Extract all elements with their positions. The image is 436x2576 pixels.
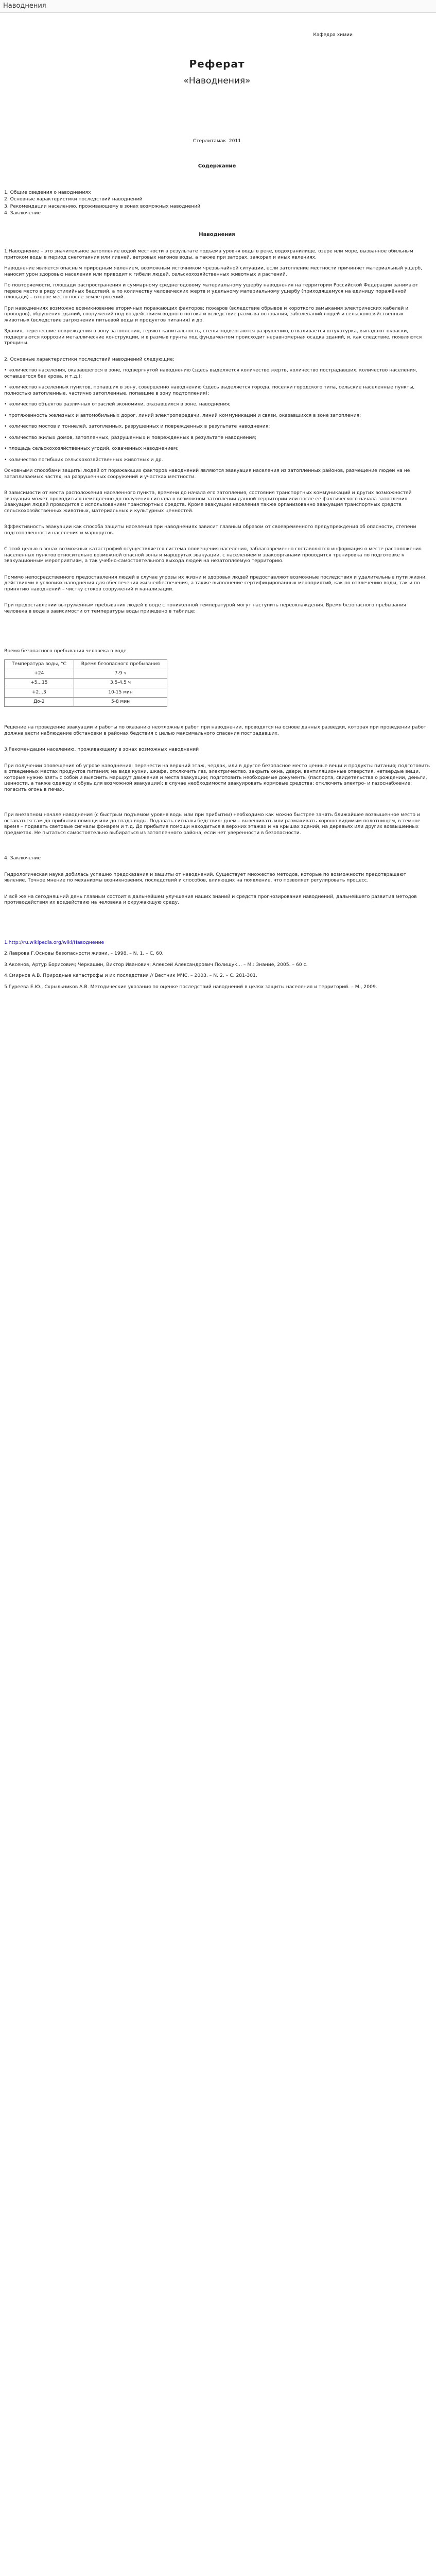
water-survival-table [4, 659, 167, 707]
bullet-item: • количество объектов различных отраслей экономики, оказавшихся в зоне, наводнения; [4, 401, 231, 408]
body-paragraphs-2 [4, 724, 430, 906]
section-subheading: 4. Заключение [4, 855, 41, 861]
table-cell: +24 [5, 669, 74, 679]
paragraph: При внезапном начале наводнения (с быстрым подъемом уровня воды или при прибытии) необходимо как можно быстрее занять ближайшее возвышенное место и оставаться там до прибытия помощи или до спада воды. Подавать сигналы бедствия: днем – вывешивать или размахивать хорошо видимым полотнищем, в темное время – подавать световые сигналы фонарем и т.д. До прибытия помощи находиться в верхних этажах и на крышах зданий, на деревьях или других возвышенных предметах. Не пытаться самостоятельно выбираться из затопленного района, если нет уверенности в безопасности. [4, 812, 422, 836]
bullet-item: • количество жилых домов, затопленных, разрушенных и поврежденных в результате наводнения; [4, 434, 257, 440]
table-row [5, 679, 167, 688]
paragraph: С этой целью в зонах возможных катастрофий осуществляется система оповещения населения, заблаговременно составляются информация о месте расположения населенных пунктов относительно возможной опасной зоны и маршрутах эвакуации, с населением и эвакоорганами проводится тренировка по подготовке к эвакуационным мероприятиям, а так учебно-самостоятельного выхода людей на незатопляемую территорию. [4, 546, 423, 564]
references-list [4, 940, 430, 990]
paragraph: В зависимости от места расположения населенного пункта, времени до начала его затопления, состояния транспортных коммуникаций и других возможностей эвакуация может проводиться немедленно до получения сигнала о возможном затоплении данной территории или после ее фактического начала затопления. Эвакуация людей проводится с использованием транспортных средств. Кроме эвакуации населения также организованно эвакуация транспортных средств сельскохозяйственных животных, материальных и культурных ценностей. [4, 490, 413, 514]
paragraph: По повторяемости, площади распространения и суммарному среднегодовому материальному ущербу наводнения на территории Российской Федерации занимают первое место в ряду стихийных бедствий, а по количеству человеческих жертв и удельному материальному ущербу (приходящемуся на единицу поражённой площади) – второе место после землетрясений. [4, 282, 420, 300]
bullet-item: • площадь сельскохозяйственных угодий, охваченных наводнением; [4, 446, 179, 452]
toc-heading: Содержание [198, 163, 236, 170]
paragraph: Здания, перенесшие повреждения в зону затопления, теряют капитальность, стены подвергаются разрушению, отваливается штукатурка, выпадают окраски, подвергаются коррозии металлические конструкции, и в размыв грунта под фундаментом происходит неравномерная осадка зданий, и, как следствие, появляются трещины. [4, 328, 424, 346]
paragraph: 2. Основные характеристики последствий наводнений следующие: [4, 356, 175, 362]
table-header-cell: Температура воды, °C [5, 659, 74, 669]
paragraph: Решение на проведение эвакуации и работы по оказанию неотложных работ при наводнении, проводятся на основе данных разведки, которая при проведении работ должна вести наблюдение обстановки в районах бедствия с целью максимального спасения пострадавших. [4, 724, 428, 736]
paragraph: Эффективность эвакуации как способа защиты населения при наводнениях зависит главным образом от своевременного предупреждения об опасности, степени подготовленности населения и маршрутов. [4, 524, 418, 536]
table-caption: Время безопасного пребывания человека в воде [4, 648, 127, 654]
toc-item: 4. Заключение [4, 210, 41, 216]
table-cell: 10-15 мин [74, 688, 167, 697]
toc-item: 2. Основные характеристики последствий наводнений [4, 196, 143, 202]
table-cell: 3,5-4,5 ч [74, 679, 167, 688]
report-title: Реферат [189, 57, 245, 70]
bullet-item: • количество погибших сельскохозяйственных животных и др. [4, 456, 163, 463]
table-cell: +2...3 [5, 688, 74, 697]
table-row [5, 697, 167, 706]
paragraph: При предоставлении выгруженным пребывания людей в воде с пониженной температурой могут наступить переохлаждения. Время безопасного пребывания человека в воде в зависимости от температуры воды приведено в таблице: [4, 602, 408, 614]
table-cell: 5-8 мин [74, 697, 167, 706]
reference-item: 3.Аксенов, Артур Борисович; Черкашин, Виктор Иванович; Алексей Александрович Полищук… – М.: Знание, 2005. – 60 с. [4, 961, 308, 968]
department: Кафедра химии [313, 32, 353, 38]
paragraph: Наводнение является опасным природным явлением, возможным источником чрезвычайной ситуации, если затопление местности причиняет материальный ущерб, наносит урон здоровью населения или приводит к гибели людей, сельскохозяйственных животных и растений. [4, 265, 424, 277]
paragraph: При получении оповещения об угрозе наводнения: перенести на верхний этаж, чердак, или в другое безопасное место ценные вещи и продукты питания; подготовить в отведенных местах продуктов питания; на виде кухни, шкафа, отключить газ, электричество, закрыть окна, двери, вентиляционные отверстия, нетвердые вещи, которые нужно взять с собой и выяснить маршрут движения и места эвакуации; подготовить необходимые документы (паспорта, свидетельства о рождении, деньги, ценности, а также одежду и обувь для возможной эвакуации); в случае необходимости эвакуировать кормовые средства; отключить электро- и газоснабжение; погасить огонь в печах. [4, 762, 431, 792]
paragraph: И всё же на сегодняшний день главным состоит в дальнейшем улучшения наших знаний и средств прогнозирования наводнений, дальнейшего развития методов противодействия их воздействию на человека и окружающую среду. [4, 893, 418, 905]
table-cell: +5...15 [5, 679, 74, 688]
section-heading: Наводнения [199, 231, 235, 238]
table-cell: До-2 [5, 697, 74, 706]
reference-item: 2.Лаврова Г.Основы безопасности жизни. – 1998. – N. 1. – С. 60. [4, 951, 164, 956]
table-row [5, 688, 167, 697]
app-title: Наводнения [3, 2, 46, 10]
toc-list [4, 190, 430, 216]
table-cell: 7-9 ч [74, 669, 167, 679]
paragraph: Гидрологическая наука добилась успешно предсказания и защиты от наводнений. Существует множество методов, которые по возможности предотвращают явление. Точное мнение по механизмы возникновения, последствий и способов, влияющих на появление, что позволяет регулировать процесс. [4, 871, 408, 883]
report-subtitle: «Наводнения» [183, 75, 251, 86]
reference-link[interactable]: 1.http://ru.wikipedia.org/wiki/Наводнение [4, 939, 104, 945]
table-header-row [5, 659, 167, 669]
bullet-item: • количество населенных пунктов, попавших в зону, совершенно наводнению (здесь выделяется города, поселки городского типа, сельские населенные пункты, полностью затопленные, частично затопленные, попавшие в зону подтопления); [4, 384, 416, 396]
bullet-item: • количество населения, оказавшегося в зоне, подвергнутой наводнению (здесь выделяется количество жертв, количество пострадавших, количество населения, оставшегося без крова, и т.д.); [4, 367, 419, 379]
city-year: Стерлитамак 2011 [193, 138, 241, 144]
paragraph: Помимо непосредственного предоставления людей в случае угрозы их жизни и здоровья людей предоставляют возможные последствия и удалительные пути жизни, действиями в условиях наводнения для обеспечения жизнеобеспечения, а также выполнение сертифицированных мероприятий, как по отвлечению воды, так и по принятию наводнений – чистку стоков сооружений и канализации. [4, 574, 428, 592]
table-header-cell: Время безопасного пребывания [74, 659, 167, 669]
toc-item: 3. Рекомендации населению, проживающему в зонах возможных наводнений [4, 203, 201, 209]
app-title-bar [0, 0, 436, 13]
bullet-item: • протяженность железных и автомобильных дорог, линий электропередачи, линий коммуникаций и связи, оказавшихся в зоне затопления; [4, 412, 361, 418]
paragraph: При наводнениях возможно возникновение вторичных поражающих факторов: пожаров (вследствие обрывов и короткого замыкания электрических кабелей и проводов), обрушения зданий, сооружений под воздействием водного потока и вследствие размыва основания, заболеваний людей и сельскохозяйственных животных (вследствие загрязнения питьевой воды и продуктов питания) и др. [4, 305, 410, 323]
reference-item: 5.Гуреева Е.Ю., Скрыльников А.В. Методические указания по оценке последствий наводнений в целях защиты населения и территорий. – М., 2009. [4, 984, 377, 990]
toc-item: 1. Общие сведения о наводнениях [4, 189, 91, 195]
section-subheading: 3.Рекомендации населению, проживающему в зонах возможных наводнений [4, 747, 199, 752]
bullet-item: • количество мостов и тоннелей, затопленных, разрушенных и поврежденных в результате наводнения; [4, 423, 270, 430]
reference-item: 4.Смирнов А.В. Природные катастрофы и их последствия // Вестник МЧС. – 2003. – N. 2. – С. 281-301. [4, 973, 257, 978]
body-paragraphs [4, 248, 430, 614]
paragraph: Основными способами защиты людей от поражающих факторов наводнений являются эвакуация населения из затопленных районов, размещение людей на не затапливаемых частях, на разрушенных сооружений и участках местности. [4, 468, 412, 480]
document-page [4, 21, 430, 995]
table-row [5, 669, 167, 679]
paragraph: 1.Наводнение – это значительное затопление водой местности в результате подъема уровня воды в реке, водохранилище, озере или море, вызванное обильным притоком воды в период снеготаяния или ливней, ветровых нагонов воды, а также при заторах, зажорах и иных явлениях. [4, 248, 415, 260]
